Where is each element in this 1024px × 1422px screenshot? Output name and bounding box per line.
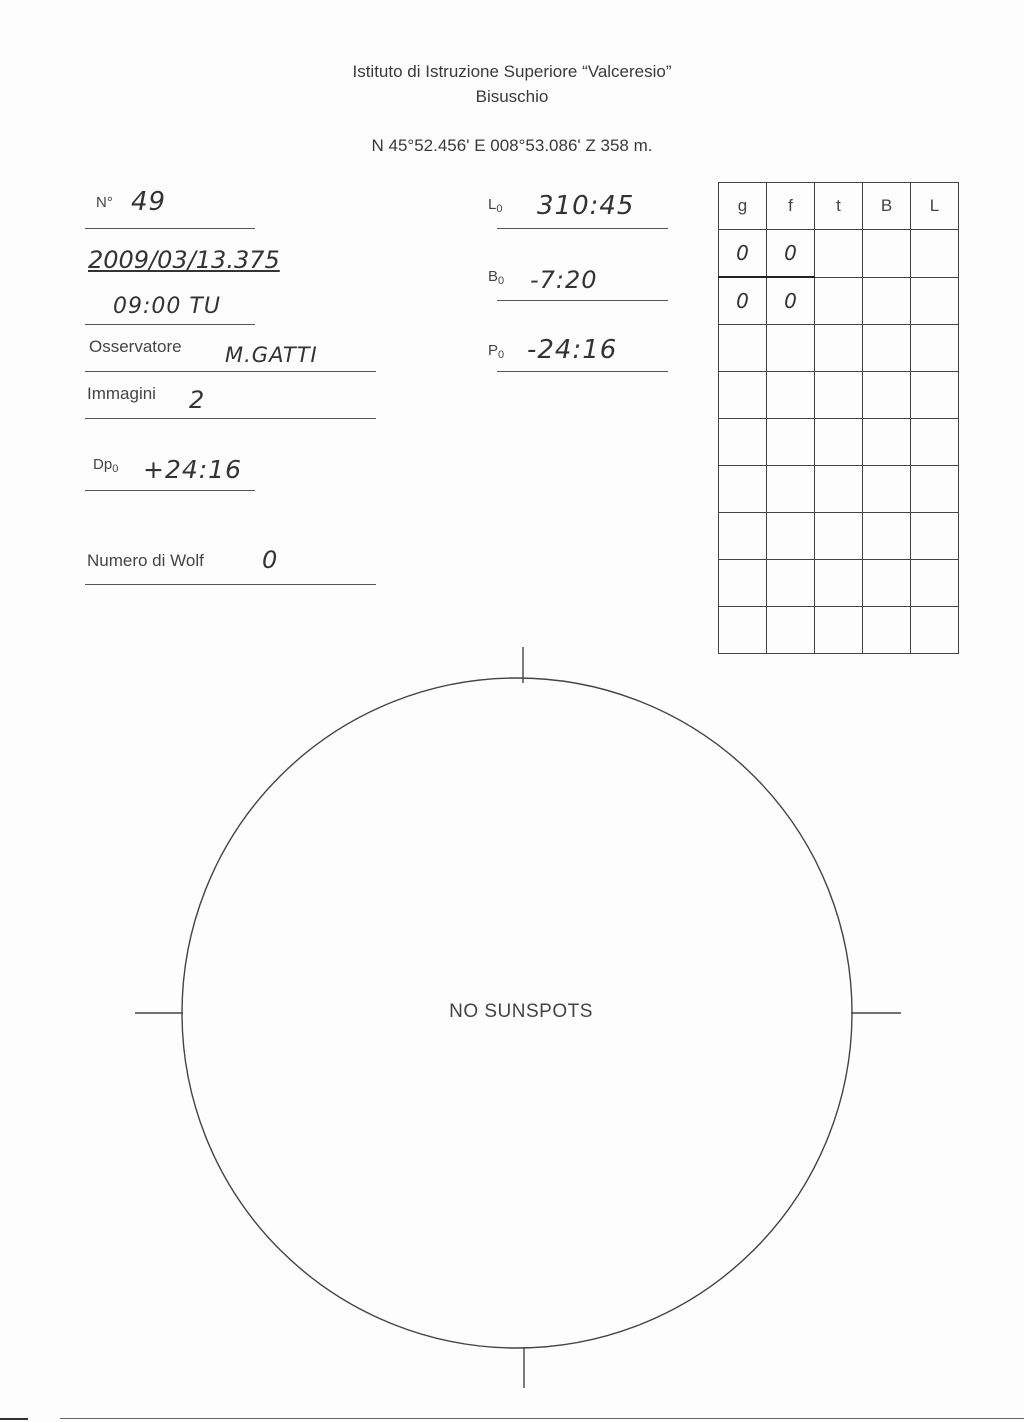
table-cell [863,466,911,513]
p0-subscript: 0 [498,349,505,361]
city-name: Bisuschio [475,87,549,106]
table-row [719,230,959,278]
table-cell [815,372,863,419]
b0-label [488,268,504,287]
l0-label [488,196,502,215]
images-label: Immagini [87,384,156,403]
table-row [719,419,959,466]
l0-value: 310:45 [537,191,635,221]
table-cell [863,513,911,560]
table-cell [767,419,815,466]
site-coordinates: N 45°52.456' E 008°53.086' Z 358 m. [371,136,653,155]
observer-label: Osservatore [89,337,182,356]
table-cell [863,372,911,419]
wolf-label: Numero di Wolf [87,551,204,570]
l0-letter: L [488,196,497,213]
table-cell: 0 [719,277,767,325]
table-cell [815,513,863,560]
scan-edge-mark [0,1418,28,1420]
p0-rule [497,371,668,372]
table-cell [911,560,959,607]
table-cell [911,230,959,278]
dp0-label [93,456,118,475]
table-cell [863,560,911,607]
table-cell [719,560,767,607]
table-cell [719,513,767,560]
sunspot-count-table [718,182,959,654]
header-t: t [815,183,863,230]
table-cell [863,325,911,372]
table-row [719,277,959,325]
dp0-letters: Dp [93,456,113,473]
table-cell [815,230,863,278]
table-cell [863,419,911,466]
l0-subscript: 0 [496,203,503,215]
wolf-rule [85,584,376,585]
header-g: g [719,183,767,230]
dp0-subscript: 0 [112,463,119,475]
observer-rule [85,371,376,372]
table-cell: 0 [767,277,815,325]
table-cell [719,372,767,419]
number-value: 49 [131,187,167,217]
dp0-value: +24:16 [143,455,242,484]
table-row [719,513,959,560]
p0-letter: P [488,342,499,359]
number-label: N° [96,194,113,211]
table-row [719,325,959,372]
b0-letter: B [488,268,499,285]
observer-value: M.GATTI [225,343,318,367]
table-cell [911,419,959,466]
table-row [719,372,959,419]
date-value: 2009/03/13.375 [88,246,280,274]
table-cell [815,560,863,607]
p0-value: -24:16 [527,335,618,365]
table-row [719,466,959,513]
table-cell: 0 [719,230,767,278]
table-cell [767,513,815,560]
table-cell [767,466,815,513]
table-cell [911,513,959,560]
table-cell [767,325,815,372]
table-cell [911,372,959,419]
images-rule [85,418,376,419]
table-cell [719,419,767,466]
header-f: f [767,183,815,230]
table-cell [767,372,815,419]
table-header-row [719,183,959,230]
table-cell [767,560,815,607]
table-cell [911,277,959,325]
table-cell [911,325,959,372]
table-cell [863,230,911,278]
table-cell [815,466,863,513]
wolf-value: 0 [262,546,279,574]
header-l: L [911,183,959,230]
no-sunspots-note: NO SUNSPOTS [449,1001,593,1022]
header-b: B [863,183,911,230]
b0-value: -7:20 [530,266,598,294]
time-rule [85,324,255,325]
table-row [719,560,959,607]
images-value: 2 [189,386,206,414]
table-cell [719,325,767,372]
table-cell [719,466,767,513]
time-value: 09:00 TU [113,294,221,319]
p0-label [488,342,504,361]
b0-rule [497,300,668,301]
table-cell: 0 [767,230,815,278]
scan-edge-line [60,1418,1024,1419]
dp0-rule [85,490,255,491]
table-cell [911,466,959,513]
institute-name: Istituto di Istruzione Superiore “Valceresio” [352,62,672,81]
b0-subscript: 0 [498,275,505,287]
table-cell [863,277,911,325]
l0-rule [497,228,668,229]
table-cell [815,277,863,325]
table-cell [815,325,863,372]
table-cell [815,419,863,466]
number-rule [85,228,255,229]
